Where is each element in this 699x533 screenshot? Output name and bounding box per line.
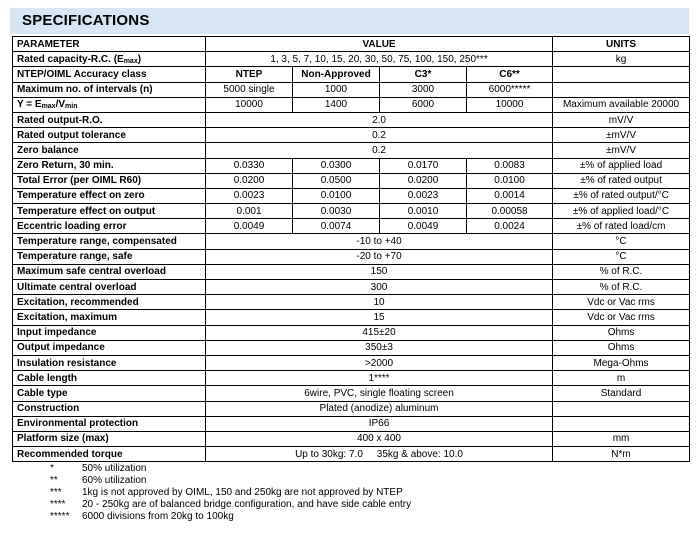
row-cell: 10000: [206, 97, 293, 112]
row-cell: C6**: [467, 67, 553, 82]
row-units: mm: [553, 431, 690, 446]
row-units: ±mV/V: [553, 143, 690, 158]
table-row: [13, 355, 690, 370]
row-units: % of R.C.: [553, 264, 690, 279]
row-label: Temperature effect on output: [13, 204, 206, 219]
row-units: °C: [553, 234, 690, 249]
row-units: Ohms: [553, 325, 690, 340]
row-units: ±% of applied load: [553, 158, 690, 173]
table-row: [13, 52, 690, 67]
row-cell: 0.0500: [293, 173, 380, 188]
row-cell: 0.0083: [467, 158, 553, 173]
table-row: [13, 188, 690, 203]
row-cell: 0.0030: [293, 204, 380, 219]
row-value: 400 x 400: [206, 431, 553, 446]
footnote-text: 6000 divisions from 20kg to 100kg: [82, 511, 234, 522]
row-cell: 0.0100: [293, 188, 380, 203]
row-value: -10 to +40: [206, 234, 553, 249]
row-units: [553, 416, 690, 431]
table-row: [13, 82, 690, 97]
footnote-text: 50% utilization: [82, 463, 147, 474]
row-value: 10: [206, 295, 553, 310]
table-row: [13, 219, 690, 234]
row-cell: 0.0010: [380, 204, 467, 219]
header-parameter: PARAMETER: [13, 37, 206, 52]
row-value: 415±20: [206, 325, 553, 340]
row-label: Excitation, maximum: [13, 310, 206, 325]
row-cell: 5000 single: [206, 82, 293, 97]
table-row: [13, 447, 690, 462]
row-cell: 0.0300: [293, 158, 380, 173]
row-units: % of R.C.: [553, 280, 690, 295]
footnote-mark: **: [50, 475, 58, 486]
row-cell: 0.001: [206, 204, 293, 219]
row-cell: 3000: [380, 82, 467, 97]
row-cell: C3*: [380, 67, 467, 82]
row-cell: 0.0014: [467, 188, 553, 203]
table-row: [13, 204, 690, 219]
row-label: Platform size (max): [13, 431, 206, 446]
footnote-mark: ****: [50, 499, 66, 510]
header-units: UNITS: [553, 37, 690, 52]
table-row: [13, 340, 690, 355]
row-units: [553, 82, 690, 97]
row-units: Standard: [553, 386, 690, 401]
row-label: Maximum no. of intervals (n): [13, 82, 206, 97]
table-row: [13, 325, 690, 340]
row-units: ±mV/V: [553, 128, 690, 143]
row-label: Rated capacity-R.C. $(E_{max})$: [13, 52, 206, 67]
table-row: [13, 310, 690, 325]
row-units: ±% of applied load/°C: [553, 204, 690, 219]
row-value: 1****: [206, 371, 553, 386]
row-cell: 0.0170: [380, 158, 467, 173]
row-units: Ohms: [553, 340, 690, 355]
row-value: Up to 30kg: 7.0 35kg & above: 10.0: [206, 447, 553, 462]
row-value: >2000: [206, 355, 553, 370]
row-label: Recommended torque: [13, 447, 206, 462]
row-label: Rated output tolerance: [13, 128, 206, 143]
row-units: N*m: [553, 447, 690, 462]
table-row: [13, 280, 690, 295]
table-row: [13, 143, 690, 158]
row-units: Vdc or Vac rms: [553, 310, 690, 325]
footnote-text: 20 - 250kg are of balanced bridge configuration, and have side cable entry: [82, 499, 412, 510]
row-label: Zero Return, 30 min.: [13, 158, 206, 173]
row-label: Maximum safe central overload: [13, 264, 206, 279]
table-row: [13, 234, 690, 249]
specifications-table: [12, 36, 690, 462]
row-label: Construction: [13, 401, 206, 416]
table-row: [13, 249, 690, 264]
row-units: m: [553, 371, 690, 386]
table-row: [13, 128, 690, 143]
table-row: [13, 112, 690, 127]
row-cell: 0.0049: [206, 219, 293, 234]
row-value: IP66: [206, 416, 553, 431]
row-cell: 0.00058: [467, 204, 553, 219]
row-cell: 0.0200: [206, 173, 293, 188]
header-value: VALUE: [206, 37, 553, 52]
footnote-mark: ***: [50, 487, 62, 498]
row-value: 1, 3, 5, 7, 10, 15, 20, 30, 50, 75, 100, 150, 250***: [206, 52, 553, 67]
table-header-row: [13, 37, 690, 52]
row-label: Input impedance: [13, 325, 206, 340]
table-row: [13, 97, 690, 112]
row-cell: 0.0024: [467, 219, 553, 234]
row-value: 0.2: [206, 128, 553, 143]
table-row: [13, 173, 690, 188]
page-title: SPECIFICATIONS: [22, 12, 150, 29]
row-cell: 0.0074: [293, 219, 380, 234]
row-label: Temperature range, safe: [13, 249, 206, 264]
row-units: [553, 401, 690, 416]
row-value: 0.2: [206, 143, 553, 158]
row-cell: 6000: [380, 97, 467, 112]
row-units: °C: [553, 249, 690, 264]
row-label: Insulation resistance: [13, 355, 206, 370]
row-label: Rated output-R.O.: [13, 112, 206, 127]
footnote-text: 1kg is not approved by OIML, 150 and 250kg are not approved by NTEP: [82, 487, 403, 498]
table-row: [13, 67, 690, 82]
row-cell: 10000: [467, 97, 553, 112]
row-label: Eccentric loading error: [13, 219, 206, 234]
row-cell: 0.0100: [467, 173, 553, 188]
row-value: 6wire, PVC, single floating screen: [206, 386, 553, 401]
row-units: Maximum available 20000: [553, 97, 690, 112]
table-row: [13, 416, 690, 431]
footnote-text: 60% utilization: [82, 475, 147, 486]
row-cell: 6000*****: [467, 82, 553, 97]
row-label: Cable type: [13, 386, 206, 401]
table-row: [13, 401, 690, 416]
row-units: ±% of rated output/°C: [553, 188, 690, 203]
row-value: Plated (anodize) aluminum: [206, 401, 553, 416]
row-label: Cable length: [13, 371, 206, 386]
row-label: Ultimate central overload: [13, 280, 206, 295]
row-cell: 1000: [293, 82, 380, 97]
row-units: mV/V: [553, 112, 690, 127]
row-label: Output impedance: [13, 340, 206, 355]
row-units: kg: [553, 52, 690, 67]
row-value: 150: [206, 264, 553, 279]
row-label: $Y = E_{max}/V_{min}$: [13, 97, 206, 112]
row-label: Environmental protection: [13, 416, 206, 431]
row-value: 2.0: [206, 112, 553, 127]
table-row: [13, 431, 690, 446]
row-label: Temperature range, compensated: [13, 234, 206, 249]
footnote-mark: *****: [50, 511, 70, 522]
row-units: Mega-Ohms: [553, 355, 690, 370]
row-value: 15: [206, 310, 553, 325]
table-row: [13, 264, 690, 279]
table-row: [13, 295, 690, 310]
row-label: Temperature effect on zero: [13, 188, 206, 203]
row-units: ±% of rated output: [553, 173, 690, 188]
row-cell: NTEP: [206, 67, 293, 82]
row-label: NTEP/OIML Accuracy class: [13, 67, 206, 82]
row-cell: 0.0023: [206, 188, 293, 203]
row-cell: 0.0330: [206, 158, 293, 173]
footnote-mark: *: [50, 463, 54, 474]
table-row: [13, 386, 690, 401]
table-row: [13, 371, 690, 386]
row-cell: 0.0200: [380, 173, 467, 188]
row-value: -20 to +70: [206, 249, 553, 264]
row-value: 350±3: [206, 340, 553, 355]
row-cell: Non-Approved: [293, 67, 380, 82]
row-value: 300: [206, 280, 553, 295]
row-units: Vdc or Vac rms: [553, 295, 690, 310]
row-label: Excitation, recommended: [13, 295, 206, 310]
row-cell: 0.0049: [380, 219, 467, 234]
row-label: Total Error (per OIML R60): [13, 173, 206, 188]
row-cell: 1400: [293, 97, 380, 112]
table-row: [13, 158, 690, 173]
row-label: Zero balance: [13, 143, 206, 158]
title-banner: [10, 8, 689, 34]
row-units: [553, 67, 690, 82]
row-cell: 0.0023: [380, 188, 467, 203]
row-units: ±% of rated load/cm: [553, 219, 690, 234]
